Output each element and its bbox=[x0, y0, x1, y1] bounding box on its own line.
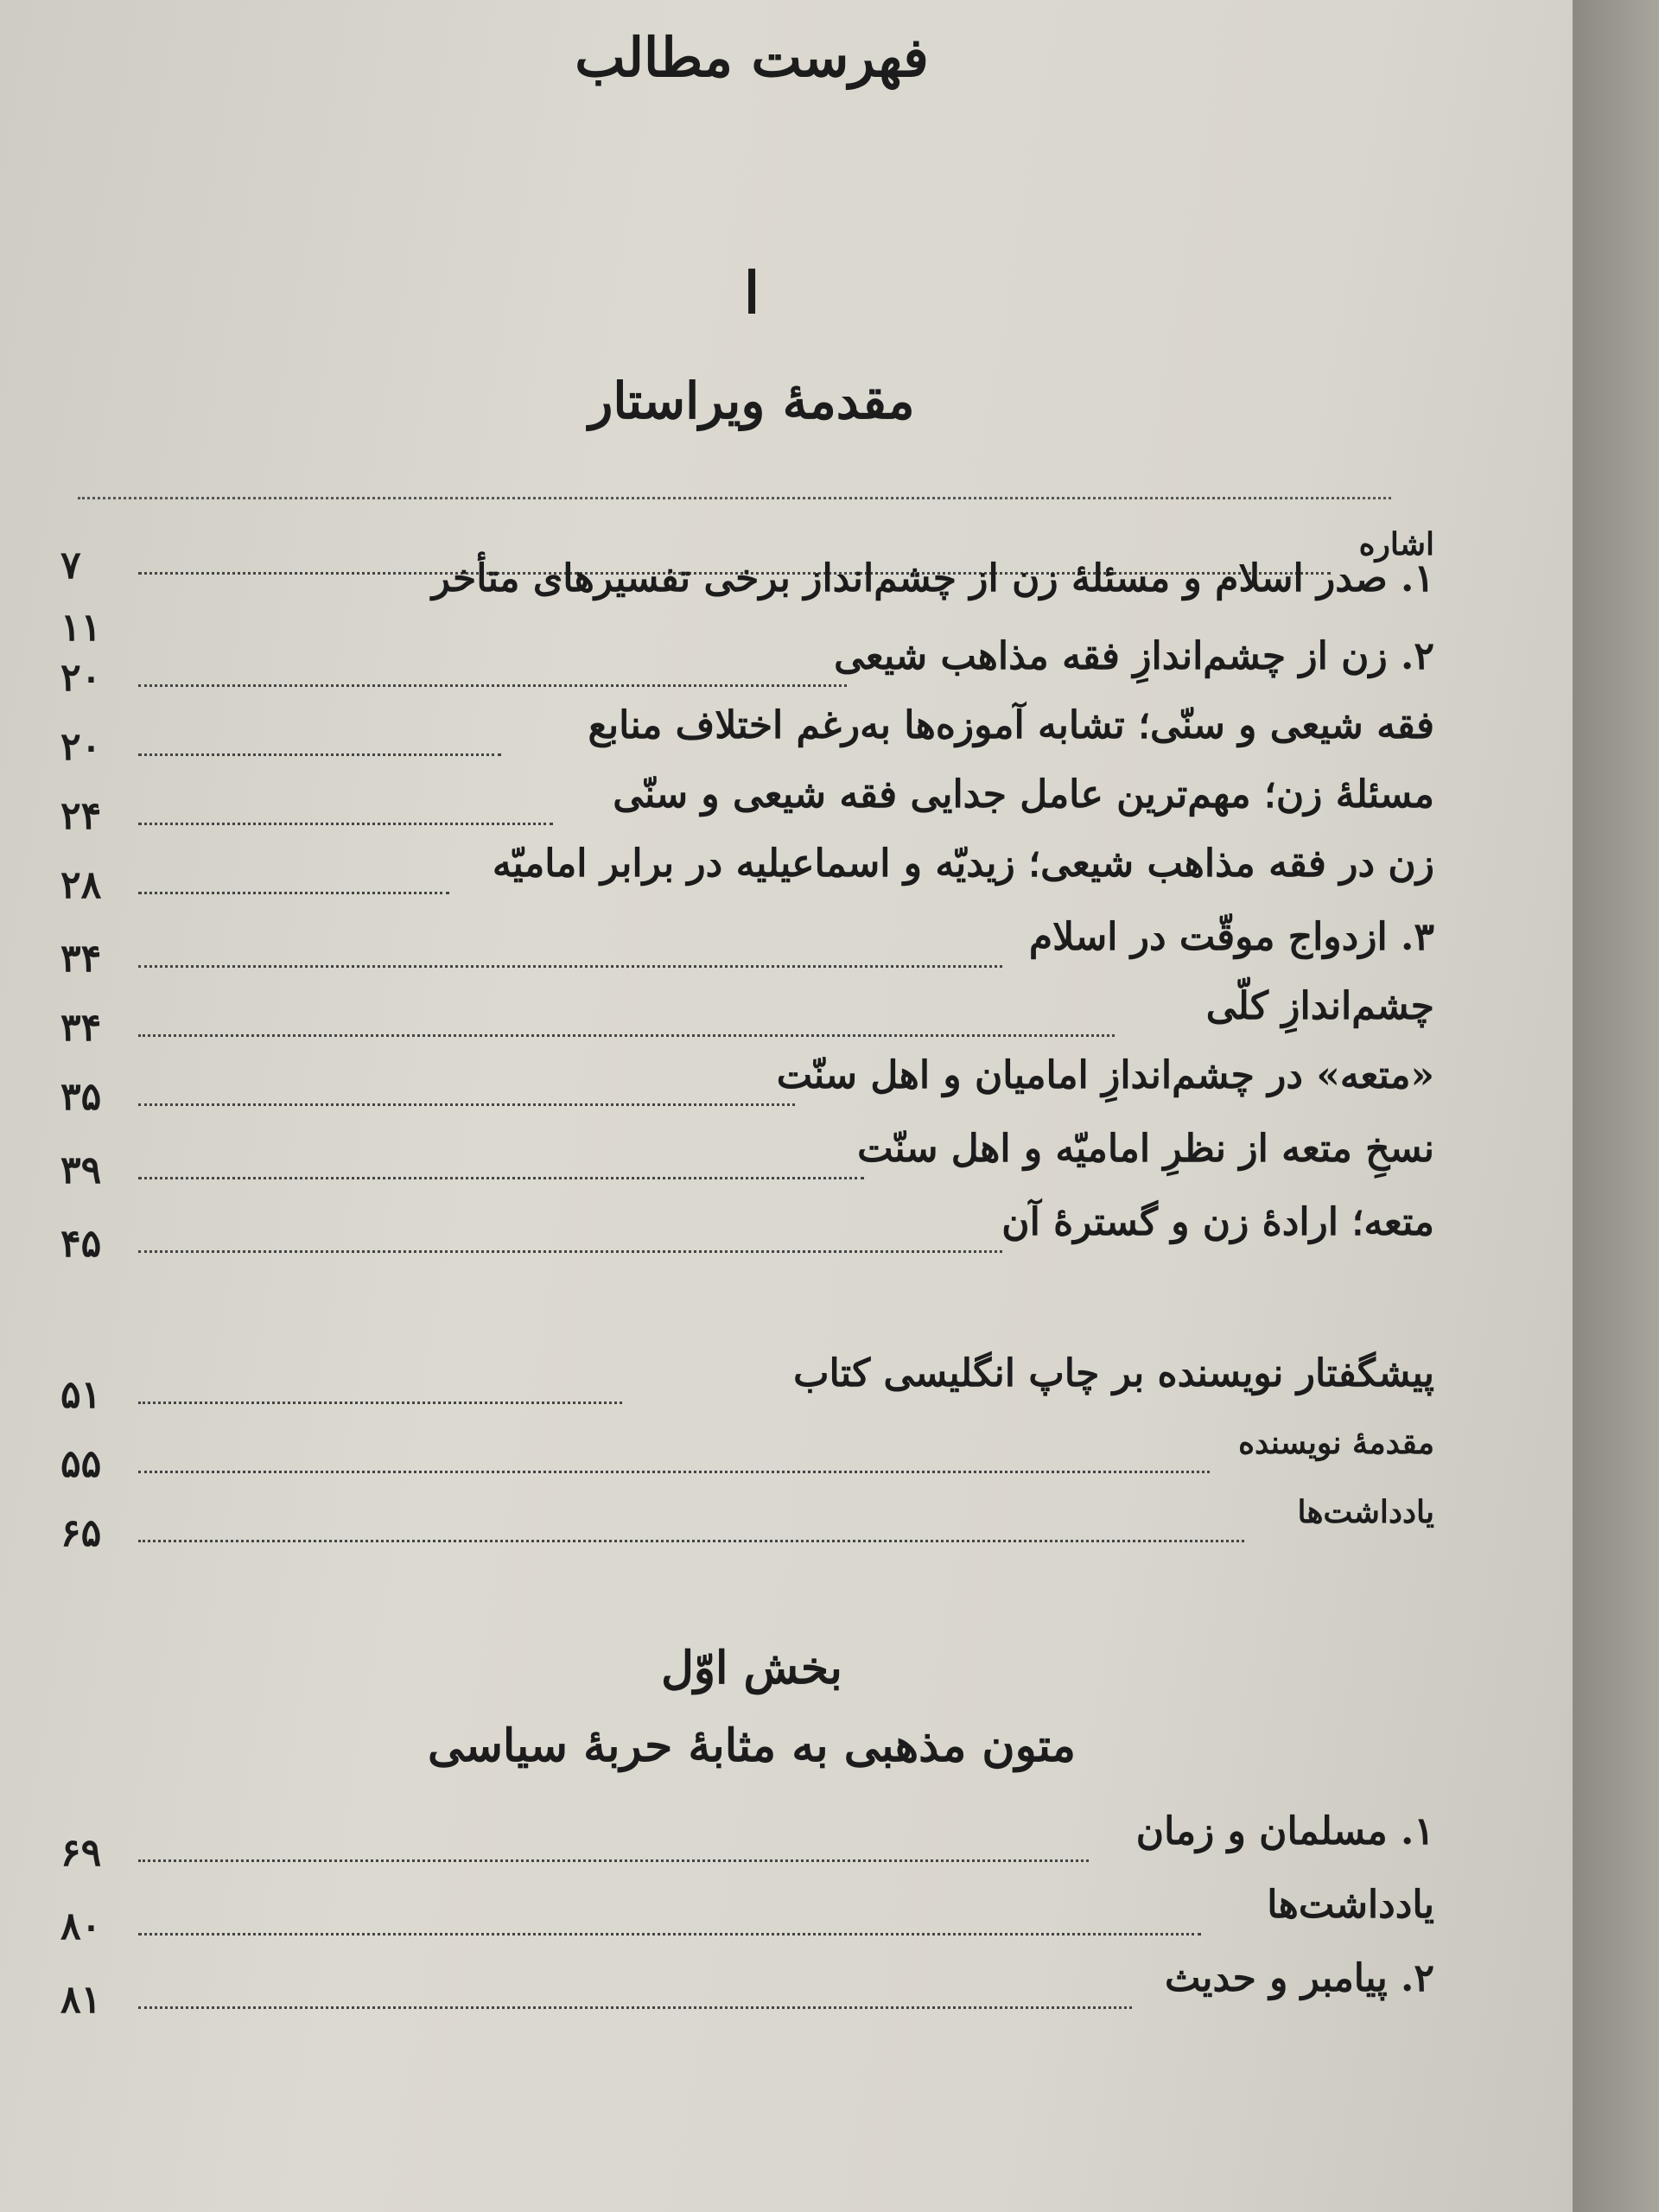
toc-entry bbox=[60, 1953, 1434, 2027]
toc-entry bbox=[60, 1879, 1434, 1954]
toc-entry bbox=[60, 981, 1434, 1055]
toc-entry bbox=[60, 1486, 1434, 1560]
toc-entry bbox=[60, 1348, 1434, 1422]
toc-entry-page: ۵۵ bbox=[60, 1442, 102, 1486]
toc-entry-page: ۳۴ bbox=[60, 1006, 102, 1050]
dot-leader bbox=[138, 1103, 795, 1106]
toc-entry-label: زن در فقه مذاهب شیعی؛ زیدیّه و اسماعیلیه در برابر امامیّه bbox=[492, 842, 1434, 886]
section-heading: بخش اوّل bbox=[661, 1642, 842, 1694]
page-content bbox=[52, 0, 1452, 2212]
toc-entry-page: ۸۱ bbox=[60, 1978, 102, 2022]
dot-leader bbox=[138, 1471, 1210, 1473]
dot-leader bbox=[138, 1933, 1201, 1936]
part-number: ا bbox=[743, 259, 760, 327]
toc-entry-label: ۱. مسلمان و زمان bbox=[1135, 1809, 1434, 1853]
toc-entry-label: «متعه» در چشم‌اندازِ امامیان و اهل سنّت bbox=[776, 1053, 1434, 1097]
dot-leader bbox=[138, 2006, 1132, 2009]
toc-entry-page: ۵۱ bbox=[60, 1373, 102, 1417]
toc-entry-label: ۲. پیامبر و حدیث bbox=[1165, 1956, 1434, 2000]
toc-entry-label: ۱. صدر اسلام و مسئلهٔ زن از چشم‌انداز برخی تفسیرهای متأخر bbox=[431, 556, 1434, 601]
dot-leader bbox=[138, 1034, 1115, 1037]
dot-leader bbox=[138, 684, 847, 687]
toc-entry-label: نسخِ متعه از نظرِ امامیّه و اهل سنّت bbox=[857, 1127, 1434, 1171]
toc-entry-page: ۱۱ bbox=[60, 606, 102, 650]
toc-entry bbox=[60, 1050, 1434, 1124]
toc-entry-label: مسئلهٔ زن؛ مهم‌ترین عامل جدایی فقه شیعی و سنّی bbox=[613, 772, 1434, 817]
toc-entry-page: ۳۴ bbox=[60, 937, 102, 981]
dot-leader bbox=[138, 1540, 1244, 1542]
toc-entry-label: متعه؛ ارادهٔ زن و گسترهٔ آن bbox=[1001, 1200, 1434, 1244]
toc-entry-label: ۲. زن از چشم‌اندازِ فقه مذاهب شیعی bbox=[834, 634, 1434, 678]
dot-leader bbox=[138, 1250, 1002, 1253]
dotted-separator bbox=[78, 497, 1391, 499]
toc-entry bbox=[60, 1806, 1434, 1880]
background-surface bbox=[1573, 0, 1659, 2212]
dot-leader bbox=[138, 823, 553, 825]
toc-entry bbox=[60, 838, 1434, 912]
toc-entry-page: ۶۵ bbox=[60, 1511, 102, 1555]
toc-entry bbox=[60, 1123, 1434, 1198]
toc-entry-page: ۴۵ bbox=[60, 1222, 102, 1266]
toc-entry-page: ۲۴ bbox=[60, 794, 102, 838]
toc-entry-page: ۷ bbox=[60, 543, 81, 588]
dot-leader bbox=[138, 1177, 864, 1179]
toc-entry bbox=[60, 700, 1434, 774]
toc-entry-page: ۸۰ bbox=[60, 1904, 102, 1948]
dot-leader bbox=[138, 753, 501, 756]
toc-entry-label: یادداشت‌ها bbox=[1297, 1494, 1434, 1530]
dot-leader bbox=[138, 1402, 622, 1404]
dot-leader bbox=[138, 1859, 1089, 1862]
toc-entry-page: ۲۰ bbox=[60, 656, 102, 700]
toc-entry-page: ۳۹ bbox=[60, 1148, 102, 1192]
toc-entry-page: ۲۰ bbox=[60, 725, 102, 769]
toc-entry-label: پیشگفتار نویسنده بر چاپ انگلیسی کتاب bbox=[793, 1351, 1434, 1395]
toc-entry-page: ۶۹ bbox=[60, 1831, 102, 1875]
toc-entry-page: ۳۵ bbox=[60, 1075, 102, 1119]
section-title: متون مذهبی به مثابهٔ حربهٔ سیاسی bbox=[427, 1719, 1076, 1772]
toc-entry bbox=[60, 912, 1434, 986]
toc-entry bbox=[60, 631, 1434, 705]
toc-entry-label: اشاره bbox=[1358, 526, 1434, 563]
toc-entry-label: مقدمهٔ نویسنده bbox=[1238, 1425, 1434, 1461]
page-title: فهرست مطالب bbox=[575, 26, 929, 89]
toc-entry-label: ۳. ازدواج موقّت در اسلام bbox=[1028, 915, 1434, 959]
part-title: مقدمهٔ ویراستار bbox=[588, 372, 915, 430]
toc-entry-label: چشم‌اندازِ کلّی bbox=[1205, 984, 1434, 1028]
toc-entry bbox=[60, 769, 1434, 843]
toc-entry bbox=[60, 553, 1434, 650]
dot-leader bbox=[138, 965, 1002, 968]
toc-entry-label: یادداشت‌ها bbox=[1267, 1883, 1434, 1927]
toc-entry bbox=[60, 1197, 1434, 1271]
toc-entry bbox=[60, 1417, 1434, 1491]
toc-entry-page: ۲۸ bbox=[60, 863, 102, 907]
toc-entry-label: فقه شیعی و سنّی؛ تشابه آموزه‌ها به‌رغم اختلاف منابع bbox=[588, 703, 1434, 747]
dot-leader bbox=[138, 892, 449, 894]
